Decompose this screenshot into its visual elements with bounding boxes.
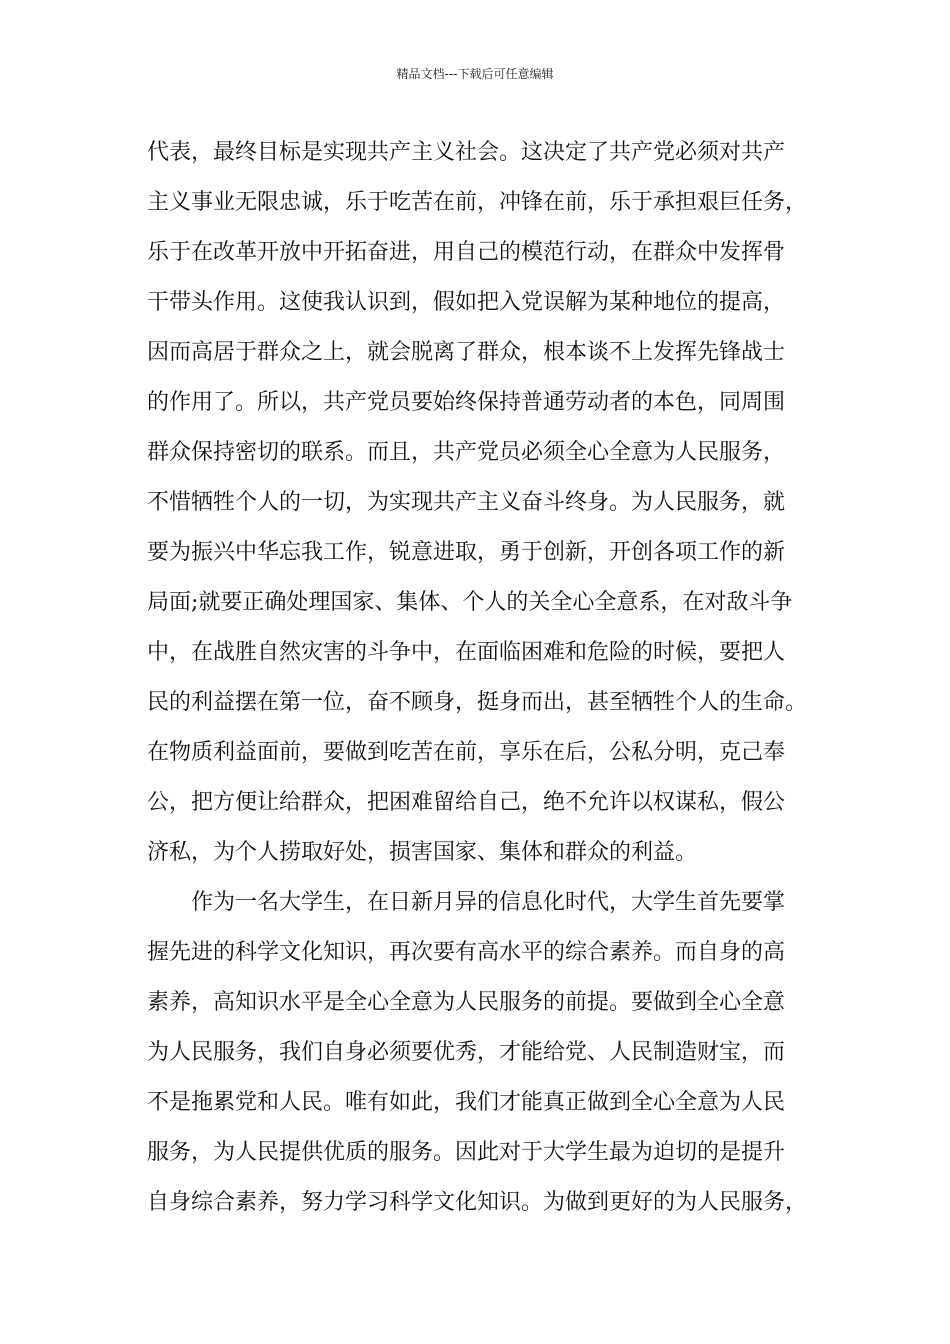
text-line: 自身综合素养，努力学习科学文化知识。为做到更好的为人民服务， (147, 1190, 808, 1215)
page-header: 精品文档---下载后可任意编辑 (396, 67, 554, 81)
paragraph-2 (147, 878, 827, 1228)
text-line: 不惜牺牲个人的一切，为实现共产主义奋斗终身。为人民服务，就 (147, 490, 786, 515)
paragraph-1 (147, 128, 827, 878)
text-line: 在物质利益面前，要做到吃苦在前，享乐在后，公私分明，克己奉 (147, 740, 786, 765)
text-line: 局面;就要正确处理国家、集体、个人的关全心全意系，在对敌斗争 (147, 590, 793, 615)
text-line: 作为一名大学生，在日新月异的信息化时代，大学生首先要掌 (191, 890, 786, 915)
text-line: 群众保持密切的联系。而且，共产党员必须全心全意为人民服务， (147, 440, 786, 465)
text-line: 公，把方便让给群众，把困难留给自己，绝不允许以权谋私，假公 (147, 790, 786, 815)
text-line: 民的利益摆在第一位，奋不顾身，挺身而出，甚至牺牲个人的生命。 (147, 690, 808, 715)
text-line: 因而高居于群众之上，就会脱离了群众，根本谈不上发挥先锋战士 (147, 340, 786, 365)
text-line: 代表，最终目标是实现共产主义社会。这决定了共产党必须对共产 (147, 140, 786, 165)
text-line: 中，在战胜自然灾害的斗争中，在面临困难和危险的时候，要把人 (147, 640, 786, 665)
text-line: 乐于在改革开放中开拓奋进，用自己的模范行动，在群众中发挥骨 (147, 240, 786, 265)
text-line: 不是拖累党和人民。唯有如此，我们才能真正做到全心全意为人民 (147, 1090, 786, 1115)
text-line: 服务，为人民提供优质的服务。因此对于大学生最为迫切的是提升 (147, 1140, 786, 1165)
text-line: 为人民服务，我们自身必须要优秀，才能给党、人民制造财宝，而 (147, 1040, 786, 1065)
document-body (147, 128, 827, 1228)
text-line: 要为振兴中华忘我工作，锐意进取，勇于创新，开创各项工作的新 (147, 540, 786, 565)
text-line: 握先进的科学文化知识，再次要有高水平的综合素养。而自身的高 (147, 940, 786, 965)
text-line: 主义事业无限忠诚，乐于吃苦在前，冲锋在前，乐于承担艰巨任务， (147, 190, 808, 215)
text-line: 干带头作用。这使我认识到，假如把入党误解为某种地位的提高， (147, 290, 786, 315)
text-line: 的作用了。所以，共产党员要始终保持普通劳动者的本色，同周围 (147, 390, 786, 415)
text-line: 素养，高知识水平是全心全意为人民服务的前提。要做到全心全意 (147, 990, 786, 1015)
text-line: 济私，为个人捞取好处，损害国家、集体和群众的利益。 (147, 840, 698, 865)
